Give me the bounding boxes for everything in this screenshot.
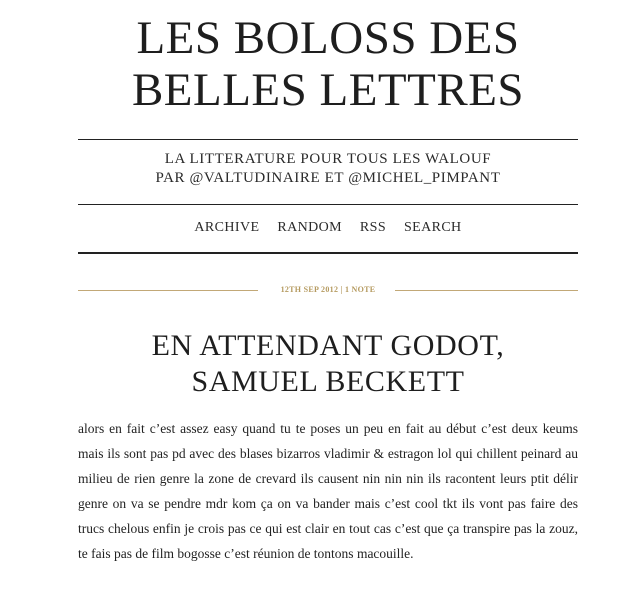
post-notes-link[interactable]: 1 NOTE xyxy=(344,285,376,294)
nav-archive-link[interactable]: ARCHIVE xyxy=(194,220,260,235)
header-divider-top xyxy=(78,139,578,140)
blog-description-line-2: PAR @VALTUDINAIRE ET @MICHEL_PIMPANT xyxy=(155,170,501,186)
nav-rss-link[interactable]: RSS xyxy=(359,220,387,235)
post-meta-separator: | xyxy=(340,285,343,294)
blog-description-line-1: LA LITTERATURE POUR TOUS LES WALOUF xyxy=(164,151,492,167)
blog-description xyxy=(78,150,578,188)
main-nav xyxy=(78,220,578,236)
post-title[interactable] xyxy=(78,328,578,400)
post-title-line-2[interactable]: SAMUEL BECKETT xyxy=(191,365,465,398)
post-title-line-1[interactable]: EN ATTENDANT GODOT, xyxy=(151,329,505,362)
header-divider-bottom xyxy=(78,252,578,254)
blog-title[interactable] xyxy=(78,12,578,116)
post-meta-rule-right xyxy=(395,290,578,291)
post-date-link[interactable]: 12TH SEP 2012 xyxy=(280,285,339,294)
blog-title-line-2[interactable]: BELLES LETTRES xyxy=(131,64,525,116)
nav-random-link[interactable]: RANDOM xyxy=(277,220,342,235)
nav-search-link[interactable]: SEARCH xyxy=(403,220,462,235)
blog-title-line-1[interactable]: LES BOLOSS DES xyxy=(136,12,520,64)
post-meta xyxy=(78,283,578,297)
post-body: alors en fait c’est assez easy quand tu te poses un peu en fait au début c’est deux keums mais ils sont pas pd avec des blases bizarros vladimir & estragon lol qui chillent peinard au milieu de rien genre la zone de crevard ils causent nin nin nin ils racontent leurs ptit délir genre on va se pendre mdr kom ça on va bander mais c’est cool tkt ils vont pas faire des trucs chelous enfin je crois pas ce qui est clair en tout cas c’est que ça transpire pas la zouz, te fais pas de film bogosse c’est réunion de tontons macouille. xyxy=(78,421,578,561)
header-divider-middle xyxy=(78,204,578,205)
